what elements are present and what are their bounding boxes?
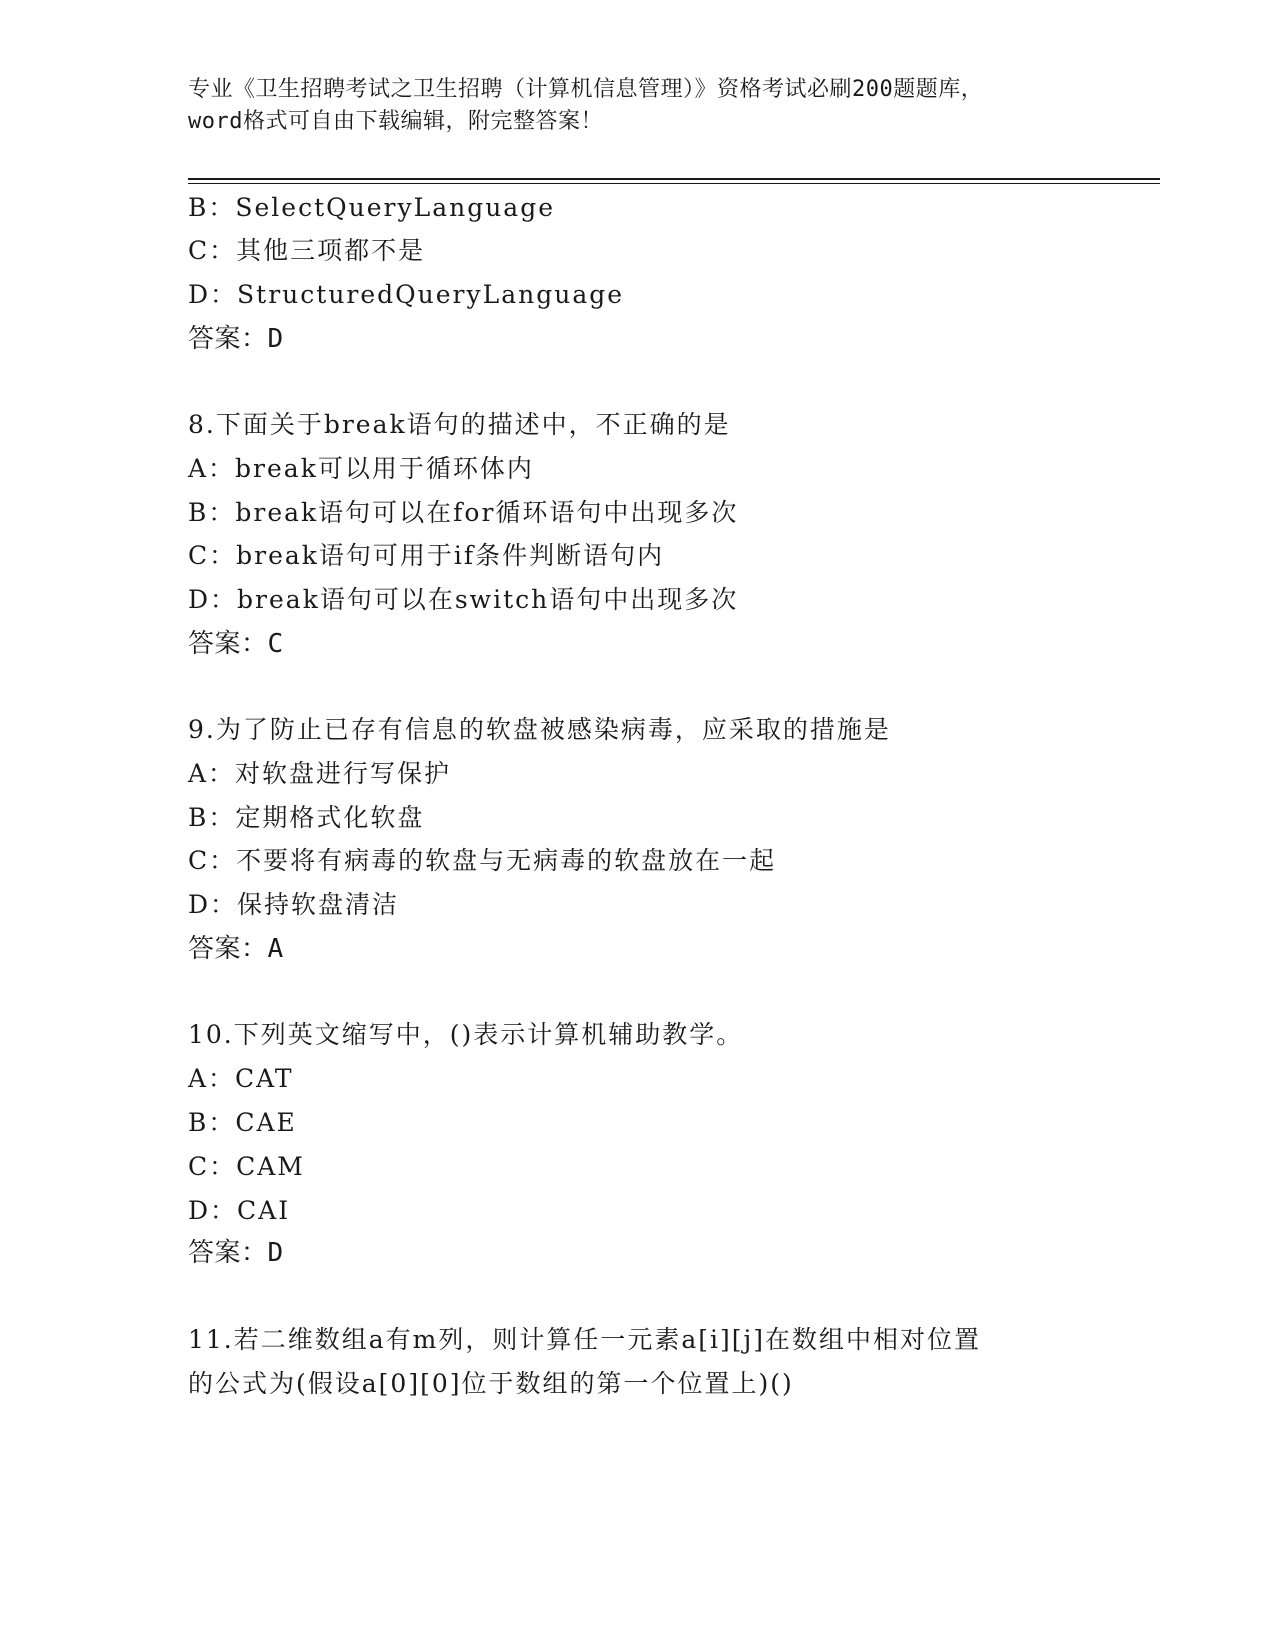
- q10-answer: 答案：D: [188, 1238, 284, 1268]
- q10-option-b: B：CAE: [188, 1108, 297, 1137]
- q9-option-c: C：不要将有病毒的软盘与无病毒的软盘放在一起: [188, 846, 777, 875]
- q9-option-b: B：定期格式化软盘: [188, 803, 425, 832]
- q7-answer: 答案：D: [188, 324, 284, 354]
- q7-option-b: B：SelectQueryLanguage: [188, 193, 556, 222]
- q7-option-d: D：StructuredQueryLanguage: [188, 280, 625, 309]
- q11-stem-line-2: 的公式为(假设a[0][0]位于数组的第一个位置上)(): [188, 1369, 794, 1398]
- q8-answer: 答案：C: [188, 629, 284, 659]
- header-divider-thin: [188, 183, 1160, 184]
- q10-option-c: C：CAM: [188, 1152, 305, 1181]
- q9-stem: 9.为了防止已存有信息的软盘被感染病毒，应采取的措施是: [188, 715, 891, 744]
- q8-option-a: A：break可以用于循环体内: [188, 454, 534, 483]
- header-divider-thick: [188, 178, 1160, 180]
- header-title-line-1: 专业《卫生招聘考试之卫生招聘（计算机信息管理）》资格考试必刷200题题库，: [188, 77, 984, 102]
- q8-option-d: D：break语句可以在switch语句中出现多次: [188, 585, 739, 614]
- q8-option-b: B：break语句可以在for循环语句中出现多次: [188, 498, 739, 527]
- q8-option-c: C：break语句可用于if条件判断语句内: [188, 541, 665, 570]
- q7-option-c: C：其他三项都不是: [188, 236, 426, 265]
- q10-option-a: A：CAT: [188, 1064, 294, 1093]
- q9-option-a: A：对软盘进行写保护: [188, 759, 452, 788]
- q8-stem: 8.下面关于break语句的描述中，不正确的是: [188, 410, 731, 439]
- q9-option-d: D：保持软盘清洁: [188, 890, 400, 919]
- q10-stem: 10.下列英文缩写中，()表示计算机辅助教学。: [188, 1020, 744, 1049]
- q11-stem-line-1: 11.若二维数组a有m列，则计算任一元素a[i][j]在数组中相对位置: [188, 1325, 982, 1354]
- q9-answer: 答案：A: [188, 934, 284, 964]
- document-header: [188, 74, 1088, 138]
- header-title-line-2: word格式可自由下载编辑，附完整答案！: [188, 109, 603, 134]
- q10-option-d: D：CAI: [188, 1196, 291, 1225]
